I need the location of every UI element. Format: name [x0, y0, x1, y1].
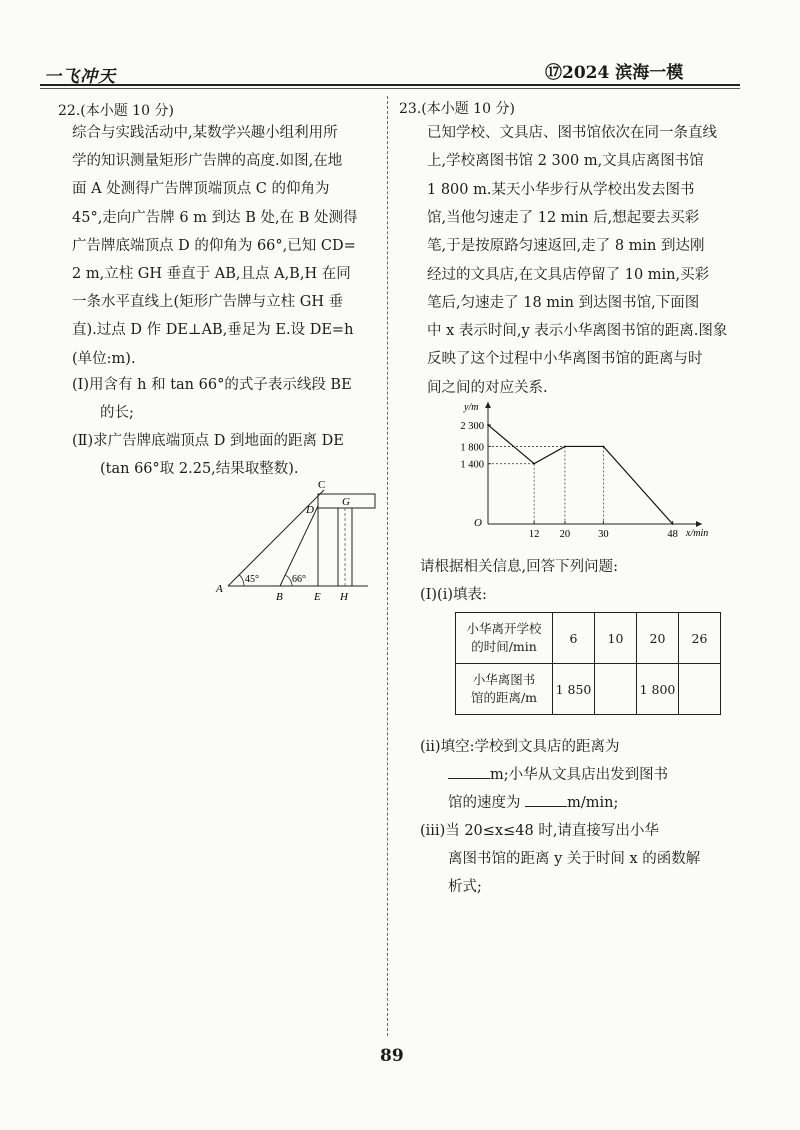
text-line: 2 m,立柱 GH 垂直于 AB,且点 A,B,H 在同	[72, 266, 351, 282]
y-axis-arrow	[485, 402, 491, 408]
q23-prompt: 请根据相关信息,回答下列问题:	[420, 559, 618, 575]
text-line: 综合与实践活动中,某数学兴趣小组利用所	[72, 125, 338, 141]
label-a: A	[216, 583, 223, 595]
label-b: B	[276, 591, 283, 603]
text-line: 上,学校离图书馆 2 300 m,文具店离图书馆	[427, 153, 704, 170]
x-tick-label: 20	[559, 529, 571, 540]
table-cell: 26	[679, 613, 721, 664]
text-line: 学的知识测量矩形广告牌的高度.如图,在地	[72, 153, 343, 170]
table-row-distance	[456, 664, 721, 715]
origin-label: O	[474, 517, 482, 529]
q22-title: 22.(本小题 10 分)	[58, 103, 174, 119]
table-cell: 10	[595, 613, 637, 664]
q22-part1-line2: 的长;	[100, 405, 134, 421]
table-cell: 1 800	[637, 664, 679, 715]
table-head-time	[456, 613, 553, 664]
text-line: 笔,于是按原路匀速返回,走了 8 min 到达刚	[427, 238, 705, 255]
y-tick-label: 1 400	[460, 459, 484, 471]
text-line: 面 A 处测得广告牌顶端顶点 C 的仰角为	[72, 181, 330, 198]
q23-part-ii-line1: (ⅱ)填空:学校到文具店的距离为	[420, 739, 620, 755]
text-line: 已知学校、文具店、图书馆依次在同一条直线	[427, 125, 717, 141]
y-axis-label: y/m	[464, 402, 479, 413]
label-angle-45: 45°	[245, 574, 259, 585]
table-row-time	[456, 613, 721, 664]
data-point	[564, 446, 566, 448]
x-tick-label: 12	[528, 529, 540, 540]
q23-part-ii-line3-a: 馆的速度为	[448, 795, 521, 811]
table-head-time-a: 小华离开学校	[466, 621, 542, 636]
header-rule	[40, 84, 740, 86]
text-line: 中 x 表示时间,y 表示小华离图书馆的距离.图象	[427, 323, 728, 340]
y-tick-label: 1 800	[460, 442, 484, 454]
y-tick-label: 2 300	[460, 420, 484, 432]
label-d: D	[306, 504, 314, 516]
text-line: 一条水平直线上(矩形广告牌与立柱 GH 垂	[72, 294, 344, 311]
table-head-distance-a: 小华离图书	[472, 672, 536, 687]
angle-arc-a	[239, 575, 244, 586]
label-g: G	[342, 496, 350, 508]
q23-part-ii-line3-wrap	[448, 791, 618, 812]
table-cell-blank	[679, 664, 721, 715]
data-point	[533, 463, 535, 465]
table-cell: 1 850	[553, 664, 595, 715]
text-line: 馆,当他匀速走了 12 min 后,想起要去买彩	[427, 209, 700, 226]
q23-part-ii-line3-b: m/min;	[567, 795, 619, 811]
table-head-time-b: 的时间/min	[471, 639, 537, 654]
table-cell: 6	[553, 613, 595, 664]
header-brand: 一飞冲天	[44, 67, 116, 87]
q23-part1-label: (Ⅰ)(ⅰ)填表:	[420, 587, 487, 603]
label-h: H	[340, 591, 348, 603]
q23-part-iii-line2: 离图书馆的距离 y 关于时间 x 的函数解	[448, 851, 701, 867]
header-rule-thin	[40, 88, 740, 89]
q23-part-ii-line2: m;小华从文具店出发到图书	[490, 767, 669, 783]
text-line: 直).过点 D 作 DE⊥AB,垂足为 E.设 DE=h	[72, 322, 354, 339]
text-line: 笔后,匀速走了 18 min 到达图书馆,下面图	[427, 294, 700, 311]
label-c: C	[318, 479, 326, 491]
header-exam-title: ⑰2024 滨海一模	[545, 63, 684, 83]
table-cell: 20	[637, 613, 679, 664]
page-number: 89	[380, 1046, 404, 1066]
x-axis-arrow	[696, 521, 702, 527]
series-line	[488, 425, 673, 524]
q23-distance-time-graph	[440, 398, 710, 548]
q23-part-ii-line2-wrap	[448, 763, 668, 784]
x-tick-label: 48	[667, 529, 678, 540]
angle-arc-b	[285, 575, 292, 586]
table-cell-blank	[595, 664, 637, 715]
label-angle-66: 66°	[292, 574, 306, 585]
data-point	[602, 446, 604, 448]
text-line: (单位:m).	[72, 350, 136, 367]
label-e: E	[314, 591, 321, 603]
text-line: 广告牌底端顶点 D 的仰角为 66°,已知 CD=	[72, 237, 356, 254]
q23-fill-table	[455, 612, 721, 715]
text-line: 45°,走向广告牌 6 m 到达 B 处,在 B 处测得	[72, 209, 358, 226]
data-point	[487, 424, 489, 426]
text-line: 1 800 m.某天小华步行从学校出发去图书	[427, 181, 695, 198]
text-line: 经过的文具店,在文具店停留了 10 min,买彩	[427, 266, 710, 283]
q22-part2-line2: (tan 66°取 2.25,结果取整数).	[100, 461, 299, 477]
answer-blank-2	[525, 806, 567, 807]
x-axis-label: x/min	[686, 528, 709, 539]
data-point	[672, 523, 674, 525]
q22-geometry-figure	[210, 478, 390, 608]
table-head-distance	[456, 664, 553, 715]
text-line: 间之间的对应关系.	[427, 379, 548, 396]
q22-part2-line1: (Ⅱ)求广告牌底端顶点 D 到地面的距离 DE	[72, 433, 344, 449]
q22-part1-line1: (Ⅰ)用含有 h 和 tan 66°的式子表示线段 BE	[72, 377, 352, 393]
answer-blank-1	[448, 778, 490, 779]
q23-part-iii-line3: 析式;	[448, 879, 482, 895]
q23-part-iii-line1: (ⅲ)当 20≤x≤48 时,请直接写出小华	[420, 823, 659, 839]
q23-title: 23.(本小题 10 分)	[399, 101, 515, 117]
text-line: 反映了这个过程中小华离图书馆的距离与时	[427, 351, 703, 368]
table-head-distance-b: 馆的距离/m	[470, 690, 538, 705]
x-tick-label: 30	[598, 529, 609, 540]
